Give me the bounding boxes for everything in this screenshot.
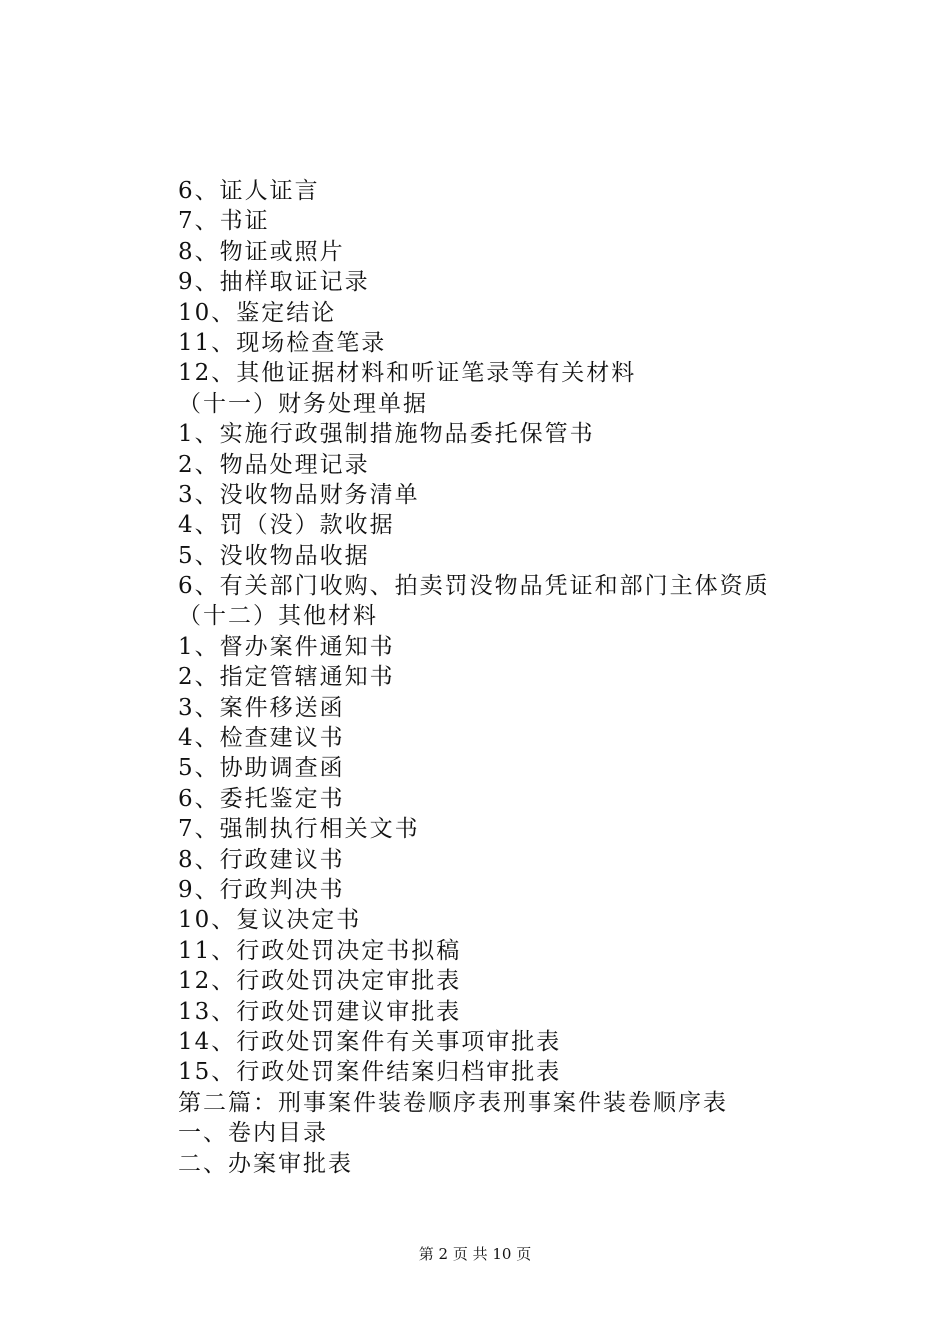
section-heading: （十二）其他材料 [178,603,378,630]
text-line: 3、案件移送函 [178,694,345,721]
text-line: 一、卷内目录 [178,1120,328,1147]
document-body [178,176,918,1179]
text-line: 3、没收物品财务清单 [178,481,420,508]
page-footer [0,1243,950,1264]
text-line: 8、行政建议书 [178,846,345,873]
text-line: 1、督办案件通知书 [178,633,395,660]
text-line: 5、协助调查函 [178,755,345,782]
text-line: 12、行政处罚决定审批表 [178,968,462,995]
text-line: 7、书证 [178,208,270,235]
text-line: 2、物品处理记录 [178,451,370,478]
text-line: 5、没收物品收据 [178,542,370,569]
text-line: 4、检查建议书 [178,725,345,752]
text-line: 12、其他证据材料和听证笔录等有关材料 [178,360,637,387]
text-line: 4、罚（没）款收据 [178,512,395,539]
page-indicator: 第 2 页 共 10 页 [418,1245,532,1263]
text-line: 11、现场检查笔录 [178,329,387,356]
chapter-heading: 第二篇：刑事案件装卷顺序表刑事案件装卷顺序表 [178,1089,728,1116]
text-line: 10、复议决定书 [178,907,362,934]
text-line: 6、有关部门收购、拍卖罚没物品凭证和部门主体资质 [178,573,770,600]
text-line: 14、行政处罚案件有关事项审批表 [178,1028,562,1055]
text-line: 8、物证或照片 [178,238,345,265]
text-line: 15、行政处罚案件结案归档审批表 [178,1059,562,1086]
text-line: 9、行政判决书 [178,876,345,903]
text-line: 2、指定管辖通知书 [178,664,395,691]
text-line: 6、委托鉴定书 [178,785,345,812]
text-line: 6、证人证言 [178,178,320,204]
text-line: 7、强制执行相关文书 [178,816,420,843]
section-heading: （十一）财务处理单据 [178,390,428,417]
text-line: 二、办案审批表 [178,1150,353,1177]
text-line: 9、抽样取证记录 [178,269,370,296]
text-line: 10、鉴定结论 [178,299,337,326]
text-line: 1、实施行政强制措施物品委托保管书 [178,421,595,448]
text-line: 13、行政处罚建议审批表 [178,998,462,1025]
text-line: 11、行政处罚决定书拟稿 [178,937,462,964]
